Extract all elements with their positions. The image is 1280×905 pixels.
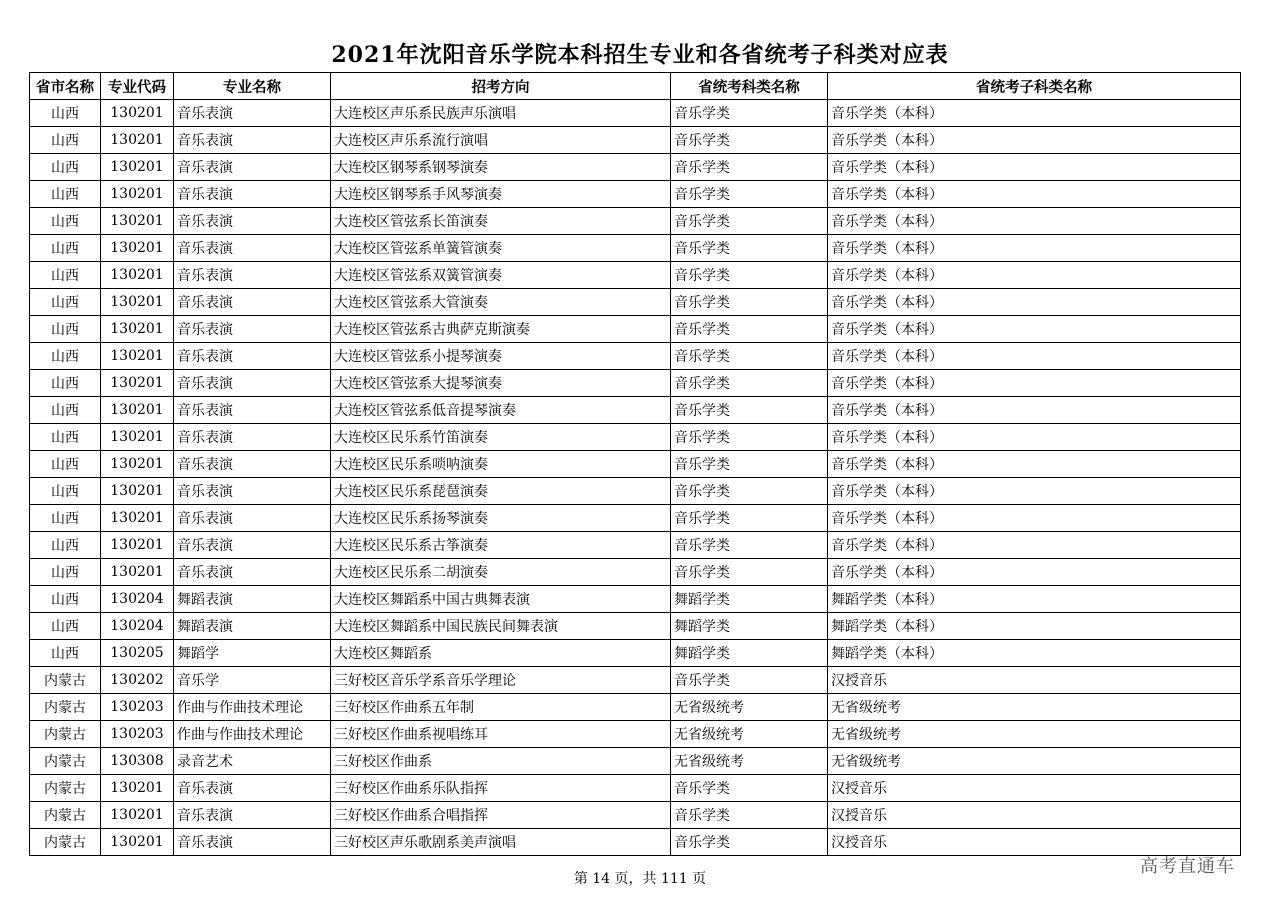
cell-province: 山西	[30, 181, 101, 208]
cell-exam-subcategory: 音乐学类（本科）	[828, 397, 1241, 424]
cell-exam-category: 音乐学类	[671, 424, 828, 451]
cell-province: 山西	[30, 370, 101, 397]
cell-major-code: 130201	[101, 208, 174, 235]
cell-direction: 三好校区声乐歌剧系美声演唱	[331, 829, 671, 856]
cell-province: 山西	[30, 424, 101, 451]
cell-major-name: 音乐表演	[174, 424, 331, 451]
table-row	[30, 451, 1241, 478]
cell-province: 内蒙古	[30, 802, 101, 829]
cell-major-name: 音乐表演	[174, 370, 331, 397]
header-major-name: 专业名称	[174, 73, 331, 100]
cell-exam-category: 音乐学类	[671, 802, 828, 829]
cell-exam-subcategory: 音乐学类（本科）	[828, 451, 1241, 478]
enrollment-table	[29, 72, 1241, 856]
cell-major-name: 音乐表演	[174, 181, 331, 208]
cell-direction: 大连校区管弦系小提琴演奏	[331, 343, 671, 370]
cell-exam-subcategory: 舞蹈学类（本科）	[828, 640, 1241, 667]
cell-exam-category: 音乐学类	[671, 775, 828, 802]
cell-major-code: 130201	[101, 532, 174, 559]
header-province: 省市名称	[30, 73, 101, 100]
table-row	[30, 289, 1241, 316]
cell-major-name: 音乐表演	[174, 262, 331, 289]
cell-major-name: 舞蹈表演	[174, 586, 331, 613]
cell-exam-subcategory: 舞蹈学类（本科）	[828, 613, 1241, 640]
cell-major-code: 130201	[101, 802, 174, 829]
cell-major-code: 130201	[101, 478, 174, 505]
cell-major-code: 130201	[101, 181, 174, 208]
cell-province: 内蒙古	[30, 694, 101, 721]
cell-direction: 大连校区民乐系唢呐演奏	[331, 451, 671, 478]
table-row	[30, 748, 1241, 775]
cell-exam-subcategory: 无省级统考	[828, 721, 1241, 748]
cell-major-code: 130203	[101, 721, 174, 748]
cell-exam-subcategory: 音乐学类（本科）	[828, 424, 1241, 451]
cell-exam-category: 音乐学类	[671, 451, 828, 478]
cell-direction: 三好校区作曲系五年制	[331, 694, 671, 721]
cell-direction: 大连校区管弦系大管演奏	[331, 289, 671, 316]
cell-exam-subcategory: 音乐学类（本科）	[828, 289, 1241, 316]
table-row	[30, 694, 1241, 721]
cell-province: 内蒙古	[30, 775, 101, 802]
table-row	[30, 505, 1241, 532]
cell-major-name: 音乐表演	[174, 127, 331, 154]
cell-direction: 大连校区舞蹈系中国民族民间舞表演	[331, 613, 671, 640]
table-row	[30, 154, 1241, 181]
cell-major-code: 130204	[101, 586, 174, 613]
table-row	[30, 586, 1241, 613]
cell-exam-subcategory: 音乐学类（本科）	[828, 235, 1241, 262]
cell-province: 山西	[30, 532, 101, 559]
table-row	[30, 262, 1241, 289]
table-row	[30, 532, 1241, 559]
cell-major-code: 130201	[101, 775, 174, 802]
cell-major-name: 作曲与作曲技术理论	[174, 694, 331, 721]
cell-major-code: 130204	[101, 613, 174, 640]
table-row	[30, 181, 1241, 208]
cell-exam-subcategory: 无省级统考	[828, 694, 1241, 721]
cell-exam-category: 音乐学类	[671, 505, 828, 532]
cell-major-name: 音乐表演	[174, 478, 331, 505]
cell-exam-category: 音乐学类	[671, 532, 828, 559]
cell-exam-category: 音乐学类	[671, 667, 828, 694]
cell-major-name: 音乐表演	[174, 451, 331, 478]
cell-major-name: 录音艺术	[174, 748, 331, 775]
table-row	[30, 370, 1241, 397]
cell-exam-category: 音乐学类	[671, 478, 828, 505]
table-row	[30, 478, 1241, 505]
cell-direction: 大连校区声乐系流行演唱	[331, 127, 671, 154]
cell-major-name: 舞蹈学	[174, 640, 331, 667]
cell-major-name: 音乐表演	[174, 316, 331, 343]
cell-exam-subcategory: 汉授音乐	[828, 775, 1241, 802]
cell-exam-subcategory: 汉授音乐	[828, 667, 1241, 694]
cell-exam-category: 舞蹈学类	[671, 640, 828, 667]
cell-major-code: 130201	[101, 424, 174, 451]
cell-major-name: 音乐学	[174, 667, 331, 694]
cell-direction: 三好校区作曲系合唱指挥	[331, 802, 671, 829]
cell-direction: 大连校区钢琴系手风琴演奏	[331, 181, 671, 208]
cell-province: 山西	[30, 100, 101, 127]
cell-major-code: 130201	[101, 559, 174, 586]
cell-exam-subcategory: 音乐学类（本科）	[828, 181, 1241, 208]
table-header-row	[30, 73, 1241, 100]
cell-major-name: 音乐表演	[174, 289, 331, 316]
cell-direction: 三好校区作曲系	[331, 748, 671, 775]
cell-major-name: 音乐表演	[174, 208, 331, 235]
cell-exam-subcategory: 音乐学类（本科）	[828, 343, 1241, 370]
cell-exam-category: 音乐学类	[671, 316, 828, 343]
cell-exam-subcategory: 音乐学类（本科）	[828, 262, 1241, 289]
table-row	[30, 316, 1241, 343]
table-row	[30, 100, 1241, 127]
cell-major-name: 音乐表演	[174, 829, 331, 856]
table-row	[30, 829, 1241, 856]
cell-exam-category: 音乐学类	[671, 235, 828, 262]
cell-exam-subcategory: 音乐学类（本科）	[828, 208, 1241, 235]
cell-exam-subcategory: 舞蹈学类（本科）	[828, 586, 1241, 613]
table-row	[30, 343, 1241, 370]
cell-exam-category: 音乐学类	[671, 829, 828, 856]
cell-direction: 大连校区管弦系单簧管演奏	[331, 235, 671, 262]
cell-exam-subcategory: 音乐学类（本科）	[828, 532, 1241, 559]
cell-province: 山西	[30, 451, 101, 478]
cell-province: 山西	[30, 586, 101, 613]
table-row	[30, 235, 1241, 262]
table-row	[30, 667, 1241, 694]
table-row	[30, 424, 1241, 451]
cell-exam-subcategory: 汉授音乐	[828, 829, 1241, 856]
cell-direction: 大连校区管弦系低音提琴演奏	[331, 397, 671, 424]
cell-exam-category: 音乐学类	[671, 100, 828, 127]
cell-province: 山西	[30, 397, 101, 424]
table-row	[30, 640, 1241, 667]
cell-exam-subcategory: 音乐学类（本科）	[828, 559, 1241, 586]
cell-major-code: 130202	[101, 667, 174, 694]
cell-direction: 大连校区管弦系长笛演奏	[331, 208, 671, 235]
header-exam-subcategory: 省统考子科类名称	[828, 73, 1241, 100]
cell-major-name: 音乐表演	[174, 397, 331, 424]
cell-major-code: 130201	[101, 262, 174, 289]
cell-province: 山西	[30, 505, 101, 532]
cell-major-name: 音乐表演	[174, 505, 331, 532]
cell-exam-subcategory: 汉授音乐	[828, 802, 1241, 829]
cell-exam-category: 舞蹈学类	[671, 613, 828, 640]
cell-exam-category: 无省级统考	[671, 694, 828, 721]
cell-major-code: 130201	[101, 127, 174, 154]
cell-province: 山西	[30, 127, 101, 154]
cell-major-code: 130201	[101, 343, 174, 370]
cell-province: 内蒙古	[30, 721, 101, 748]
cell-direction: 大连校区民乐系竹笛演奏	[331, 424, 671, 451]
cell-exam-category: 音乐学类	[671, 154, 828, 181]
table-row	[30, 397, 1241, 424]
cell-direction: 大连校区民乐系琵琶演奏	[331, 478, 671, 505]
cell-exam-subcategory: 音乐学类（本科）	[828, 127, 1241, 154]
cell-major-code: 130201	[101, 451, 174, 478]
table-row	[30, 127, 1241, 154]
cell-major-code: 130201	[101, 316, 174, 343]
cell-major-code: 130203	[101, 694, 174, 721]
cell-major-code: 130201	[101, 829, 174, 856]
cell-province: 山西	[30, 613, 101, 640]
cell-direction: 大连校区管弦系古典萨克斯演奏	[331, 316, 671, 343]
cell-direction: 三好校区音乐学系音乐学理论	[331, 667, 671, 694]
cell-major-code: 130201	[101, 154, 174, 181]
cell-direction: 大连校区钢琴系钢琴演奏	[331, 154, 671, 181]
table-row	[30, 802, 1241, 829]
cell-province: 山西	[30, 262, 101, 289]
watermark: 高考直通车	[1140, 856, 1235, 877]
cell-major-code: 130201	[101, 100, 174, 127]
header-major-code: 专业代码	[101, 73, 174, 100]
cell-province: 山西	[30, 154, 101, 181]
cell-major-code: 130201	[101, 370, 174, 397]
cell-province: 山西	[30, 289, 101, 316]
cell-major-code: 130308	[101, 748, 174, 775]
cell-direction: 大连校区舞蹈系中国古典舞表演	[331, 586, 671, 613]
cell-major-name: 音乐表演	[174, 559, 331, 586]
cell-exam-category: 音乐学类	[671, 559, 828, 586]
cell-major-name: 舞蹈表演	[174, 613, 331, 640]
header-exam-category: 省统考科类名称	[671, 73, 828, 100]
cell-direction: 大连校区民乐系古筝演奏	[331, 532, 671, 559]
cell-exam-category: 音乐学类	[671, 208, 828, 235]
header-direction: 招考方向	[331, 73, 671, 100]
cell-direction: 三好校区作曲系视唱练耳	[331, 721, 671, 748]
cell-exam-subcategory: 音乐学类（本科）	[828, 370, 1241, 397]
cell-major-code: 130201	[101, 397, 174, 424]
cell-exam-category: 音乐学类	[671, 181, 828, 208]
cell-province: 山西	[30, 640, 101, 667]
cell-major-code: 130201	[101, 505, 174, 532]
cell-province: 内蒙古	[30, 667, 101, 694]
cell-province: 山西	[30, 235, 101, 262]
table-row	[30, 613, 1241, 640]
cell-province: 山西	[30, 316, 101, 343]
cell-province: 内蒙古	[30, 748, 101, 775]
cell-direction: 大连校区声乐系民族声乐演唱	[331, 100, 671, 127]
cell-direction: 大连校区民乐系二胡演奏	[331, 559, 671, 586]
table-row	[30, 721, 1241, 748]
table-row	[30, 775, 1241, 802]
cell-major-name: 音乐表演	[174, 100, 331, 127]
cell-exam-category: 舞蹈学类	[671, 586, 828, 613]
cell-direction: 大连校区舞蹈系	[331, 640, 671, 667]
cell-province: 山西	[30, 343, 101, 370]
cell-exam-category: 无省级统考	[671, 748, 828, 775]
cell-exam-subcategory: 音乐学类（本科）	[828, 505, 1241, 532]
cell-exam-subcategory: 音乐学类（本科）	[828, 478, 1241, 505]
cell-province: 山西	[30, 478, 101, 505]
cell-province: 内蒙古	[30, 829, 101, 856]
table-row	[30, 559, 1241, 586]
cell-exam-subcategory: 音乐学类（本科）	[828, 316, 1241, 343]
cell-major-name: 音乐表演	[174, 532, 331, 559]
cell-major-name: 音乐表演	[174, 775, 331, 802]
cell-province: 山西	[30, 559, 101, 586]
document-title: 2021年沈阳音乐学院本科招生专业和各省统考子科类对应表	[331, 42, 949, 68]
cell-direction: 大连校区民乐系扬琴演奏	[331, 505, 671, 532]
cell-major-code: 130201	[101, 235, 174, 262]
cell-exam-category: 音乐学类	[671, 262, 828, 289]
cell-province: 山西	[30, 208, 101, 235]
cell-exam-category: 音乐学类	[671, 397, 828, 424]
cell-major-name: 作曲与作曲技术理论	[174, 721, 331, 748]
cell-exam-subcategory: 无省级统考	[828, 748, 1241, 775]
cell-exam-subcategory: 音乐学类（本科）	[828, 100, 1241, 127]
cell-direction: 大连校区管弦系大提琴演奏	[331, 370, 671, 397]
cell-major-name: 音乐表演	[174, 154, 331, 181]
cell-major-name: 音乐表演	[174, 343, 331, 370]
cell-major-name: 音乐表演	[174, 802, 331, 829]
cell-exam-category: 音乐学类	[671, 370, 828, 397]
page-number: 第 14 页，共 111 页	[573, 871, 707, 887]
cell-direction: 大连校区管弦系双簧管演奏	[331, 262, 671, 289]
cell-exam-category: 音乐学类	[671, 289, 828, 316]
table-row	[30, 208, 1241, 235]
cell-exam-category: 音乐学类	[671, 127, 828, 154]
cell-major-code: 130205	[101, 640, 174, 667]
cell-exam-category: 无省级统考	[671, 721, 828, 748]
cell-exam-category: 音乐学类	[671, 343, 828, 370]
cell-exam-subcategory: 音乐学类（本科）	[828, 154, 1241, 181]
cell-major-code: 130201	[101, 289, 174, 316]
cell-major-name: 音乐表演	[174, 235, 331, 262]
cell-direction: 三好校区作曲系乐队指挥	[331, 775, 671, 802]
